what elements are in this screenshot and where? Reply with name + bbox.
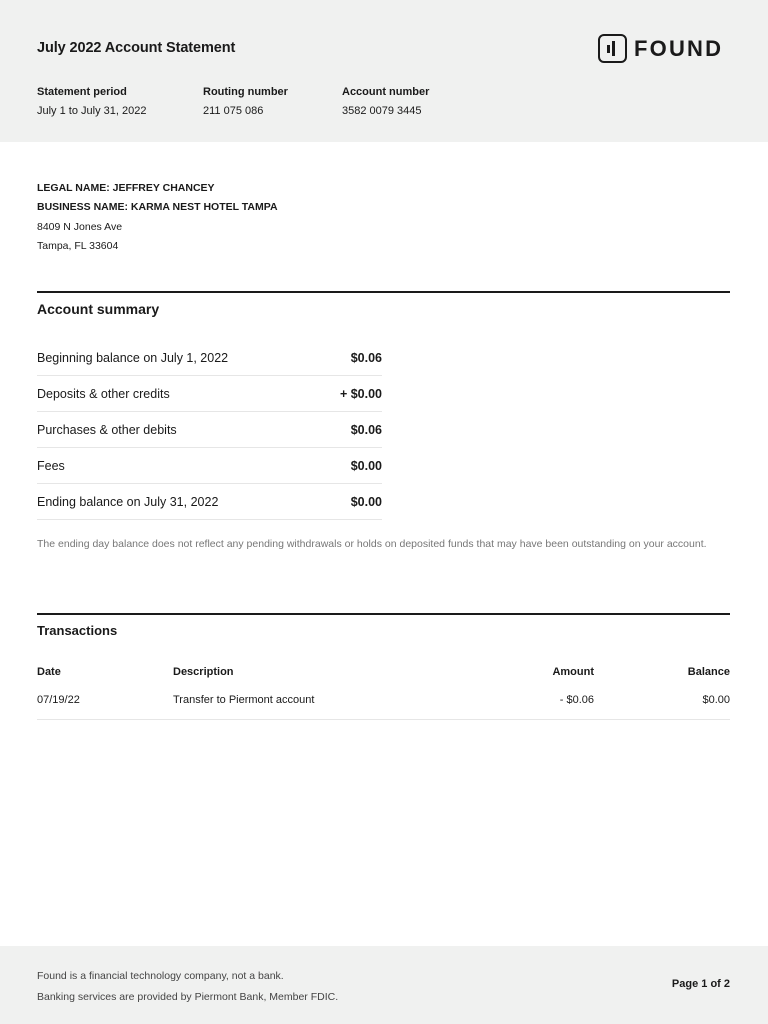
transactions-header-row: [37, 664, 730, 680]
routing-number-value: 211 075 086: [203, 105, 264, 117]
street-address: 8409 N Jones Ave: [37, 220, 123, 233]
footer-disclosure: [37, 966, 338, 1007]
column-header-amount: Amount: [552, 666, 594, 678]
statement-period-value: July 1 to July 31, 2022: [37, 105, 147, 117]
transaction-date: 07/19/22: [37, 694, 80, 706]
account-number-label: Account number: [342, 86, 430, 98]
account-holder-address: [37, 179, 278, 257]
column-header-description: Description: [173, 666, 234, 678]
summary-amount: $0.00: [350, 458, 382, 473]
summary-label: Ending balance on July 31, 2022: [37, 494, 219, 509]
summary-row-purchases: [37, 412, 382, 448]
statement-period-label: Statement period: [37, 86, 127, 98]
balance-disclaimer: The ending day balance does not reflect any pending withdrawals or holds on deposited funds that may have been outstanding on your account.: [37, 538, 707, 550]
transaction-balance: $0.00: [702, 694, 730, 706]
summary-label: Purchases & other debits: [37, 422, 177, 437]
page-number: Page 1 of 2: [671, 978, 730, 990]
column-header-balance: Balance: [687, 666, 730, 678]
summary-label: Fees: [37, 458, 65, 473]
summary-row-deposits: [37, 376, 382, 412]
footer-line-bank: Banking services are provided by Piermont Bank, Member FDIC.: [37, 990, 339, 1003]
city-state-zip: Tampa, FL 33604: [37, 240, 119, 253]
summary-row-ending-balance: [37, 484, 382, 520]
summary-amount: $0.06: [350, 422, 382, 437]
column-header-date: Date: [37, 666, 61, 678]
summary-row-fees: [37, 448, 382, 484]
summary-amount: $0.06: [350, 350, 382, 365]
transactions-title: Transactions: [37, 623, 118, 638]
account-number-value: 3582 0079 3445: [342, 105, 422, 117]
summary-label: Deposits & other credits: [37, 386, 170, 401]
found-logo: [598, 33, 723, 64]
routing-number-label: Routing number: [203, 86, 288, 98]
account-summary-title: Account summary: [37, 301, 160, 317]
summary-row-beginning-balance: [37, 340, 382, 376]
found-logo-icon: [598, 34, 627, 63]
summary-amount: $0.00: [350, 494, 382, 509]
table-row: [37, 688, 730, 720]
section-divider: [37, 291, 730, 293]
section-divider: [37, 613, 730, 615]
summary-label: Beginning balance on July 1, 2022: [37, 350, 229, 365]
statement-header: [0, 0, 768, 142]
statement-footer: [0, 946, 768, 1024]
summary-amount: + $0.00: [339, 386, 382, 401]
logo-text: FOUND: [634, 35, 724, 61]
transaction-amount: - $0.06: [559, 694, 594, 706]
legal-name: LEGAL NAME: JEFFREY CHANCEY: [37, 182, 215, 194]
transaction-description: Transfer to Piermont account: [173, 694, 315, 706]
account-summary-table: [37, 340, 382, 520]
statement-title: July 2022 Account Statement: [37, 40, 236, 56]
business-name: BUSINESS NAME: KARMA NEST HOTEL TAMPA: [37, 201, 278, 214]
footer-line-company: Found is a financial technology company, not a bank.: [37, 970, 284, 982]
